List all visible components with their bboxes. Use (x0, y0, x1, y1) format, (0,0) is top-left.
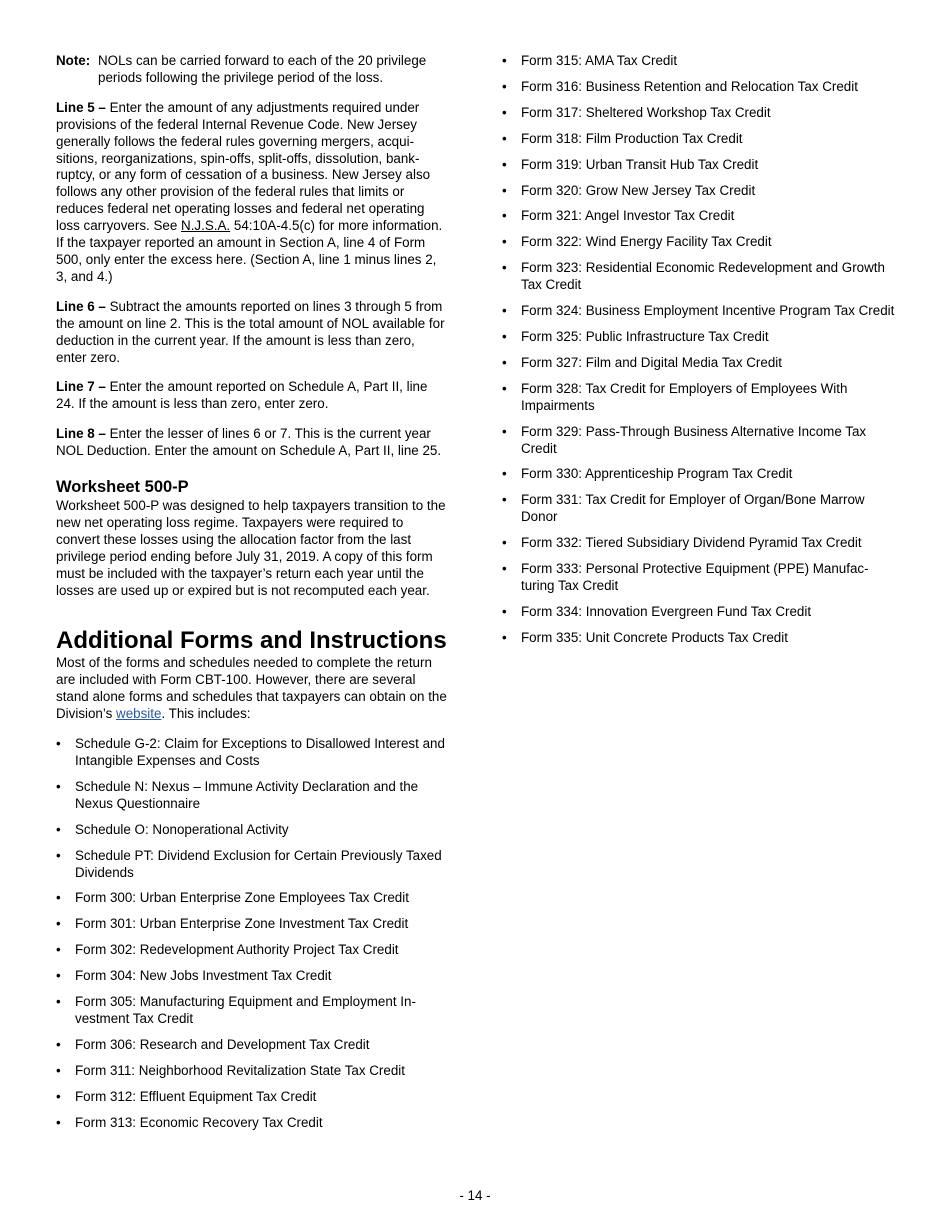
line7-text: Enter the amount reported on Schedule A, Part II, line 24. If the amount is less than zero, enter zero. (56, 379, 428, 412)
list-item-text: Form 311: Neighborhood Revitalization State Tax Credit (75, 1062, 405, 1078)
list-item-text: Form 330: Apprenticeship Program Tax Credit (521, 466, 793, 482)
list-item (502, 492, 897, 526)
list-item (56, 916, 448, 933)
bullet-icon: • (502, 303, 507, 319)
line8-paragraph (56, 426, 448, 460)
line8-label: Line 8 – (56, 426, 106, 442)
line5-text-b: 54:10A-4.5(c) for more information. If the taxpayer reported an amount in Section A, line 4 of Form 500, only enter the excess here. (Section A, line 1 minus lines 2, 3, and 4.) (56, 218, 443, 284)
list-item (502, 561, 897, 595)
note-block (56, 53, 448, 87)
list-item-text: Form 320: Grow New Jersey Tax Credit (521, 182, 756, 198)
list-item (56, 968, 448, 985)
list-item-text: Form 315: AMA Tax Credit (521, 53, 678, 68)
line6-text: Subtract the amounts reported on lines 3 through 5 from the amount on line 2. This is the total amount of NOL available for deduction in the current year. If the amount is less than zero, enter zero. (56, 298, 445, 365)
bullet-icon: • (56, 1062, 61, 1078)
bullet-icon: • (56, 1036, 61, 1052)
list-item-text: Form 304: New Jobs Investment Tax Credit (75, 968, 332, 984)
note-label: Note: (56, 53, 91, 68)
bullet-icon: • (56, 890, 61, 906)
list-item (56, 779, 448, 813)
bullet-icon: • (502, 423, 507, 439)
bullet-icon: • (502, 182, 507, 198)
list-item-text: Form 332: Tiered Subsidiary Dividend Pyramid Tax Credit (521, 535, 862, 551)
line5-label: Line 5 – (56, 99, 106, 115)
list-item-text: Form 318: Film Production Tax Credit (521, 130, 743, 146)
bullet-icon: • (56, 1088, 61, 1104)
list-item (502, 208, 897, 225)
list-item-text: Form 300: Urban Enterprise Zone Employees Tax Credit (75, 890, 409, 906)
list-item (502, 466, 897, 483)
right-forms-list (502, 53, 897, 647)
bullet-icon: • (502, 629, 507, 645)
right-column (502, 53, 897, 656)
bullet-icon: • (56, 994, 61, 1010)
bullet-icon: • (502, 380, 507, 396)
bullet-icon: • (502, 156, 507, 172)
bullet-icon: • (502, 53, 507, 68)
list-item (56, 1063, 448, 1080)
list-item (56, 994, 448, 1028)
line8-text: Enter the lesser of lines 6 or 7. This is the current year NOL Deduction. Enter the amount on Schedule A, Part II, line 25. (56, 426, 442, 459)
bullet-icon: • (56, 847, 61, 863)
list-item (502, 303, 897, 320)
njsa-reference: N.J.S.A. (181, 218, 231, 234)
bullet-icon: • (56, 916, 61, 932)
bullet-icon: • (502, 603, 507, 619)
list-item-text: Form 325: Public Infrastructure Tax Credit (521, 328, 769, 344)
note-text: NOLs can be carried forward to each of the 20 privilege periods following the privilege period of the loss. (98, 53, 427, 85)
list-item (56, 942, 448, 959)
list-item-text: Form 327: Film and Digital Media Tax Credit (521, 354, 782, 370)
list-item-text: Form 301: Urban Enterprise Zone Investment Tax Credit (75, 916, 409, 932)
list-item (56, 1037, 448, 1054)
bullet-icon: • (502, 492, 507, 508)
additional-forms-heading: Additional Forms and Instructions (56, 627, 447, 655)
bullet-icon: • (56, 778, 61, 794)
list-item-text: Form 335: Unit Concrete Products Tax Credit (521, 629, 788, 645)
bullet-icon: • (502, 466, 507, 482)
page-number: - 14 - (459, 1188, 491, 1203)
line5-text-a: Enter the amount of any adjustments required under provisions of the federal Internal Revenue Code. New Jersey generally follows the federal rules governing mergers, acquisitions, reorganizations, spin-offs, split-offs, dissolution, bankruptcy, or any form of cessation of a business. New Jersey also follows any other provision of the federal rules that limits or reduces federal net operating losses and federal net operating loss carryovers. See (56, 99, 431, 234)
list-item-text: Schedule N: Nexus – Immune Activity Declaration and the Nexus Questionnaire (75, 778, 419, 811)
additional-text-a: Most of the forms and schedules needed to complete the return are included with Form CBT-100. However, there are several stand alone forms and schedules that taxpayers can obtain on the Division’s (56, 655, 447, 722)
list-item (502, 53, 897, 70)
bullet-icon: • (56, 1114, 61, 1130)
list-item (502, 131, 897, 148)
list-item (502, 157, 897, 174)
list-item-text: Form 312: Effluent Equipment Tax Credit (75, 1088, 317, 1104)
worksheet-paragraph: Worksheet 500-P was designed to help taxpayers transition to the new net operating loss regime. Taxpayers were required to convert these losses using the allocation factor from the last privilege period ending before July 31, 2019. A copy of this form must be included with the taxpayer’s return each year until the losses are used up or expired but is not recomputed each year. (56, 498, 446, 598)
website-link[interactable]: website (116, 706, 162, 722)
line5-paragraph (56, 100, 448, 286)
bullet-icon: • (502, 104, 507, 120)
bullet-icon: • (502, 78, 507, 94)
list-item (502, 183, 897, 200)
list-item-text: Form 305: Manufacturing Equipment and Employment Investment Tax Credit (75, 994, 416, 1026)
bullet-icon: • (56, 968, 61, 984)
list-item-text: Form 306: Research and Development Tax Credit (75, 1036, 370, 1052)
bullet-icon: • (502, 208, 507, 224)
list-item-text: Form 331: Tax Credit for Employer of Organ/Bone Marrow Donor (521, 492, 865, 525)
list-item (56, 848, 448, 882)
list-item (502, 630, 897, 647)
list-item (56, 890, 448, 907)
bullet-icon: • (502, 354, 507, 370)
list-item-text: Form 324: Business Employment Incentive Program Tax Credit (521, 303, 895, 319)
bullet-icon: • (502, 561, 507, 577)
bullet-icon: • (502, 130, 507, 146)
additional-text-b: . This includes: (161, 706, 251, 722)
bullet-icon: • (502, 234, 507, 250)
list-item (502, 260, 897, 294)
list-item (502, 424, 897, 458)
bullet-icon: • (502, 260, 507, 276)
left-column (56, 53, 448, 1141)
bullet-icon: • (56, 736, 61, 752)
list-item-text: Form 319: Urban Transit Hub Tax Credit (521, 156, 759, 172)
list-item-text: Form 302: Redevelopment Authority Project Tax Credit (75, 942, 399, 958)
list-item (502, 355, 897, 372)
bullet-icon: • (56, 821, 61, 837)
line6-paragraph (56, 299, 448, 367)
list-item (56, 1115, 448, 1132)
list-item (56, 736, 448, 770)
list-item (502, 604, 897, 621)
list-item (56, 1089, 448, 1106)
bullet-icon: • (502, 328, 507, 344)
list-item-text: Form 313: Economic Recovery Tax Credit (75, 1114, 323, 1130)
line6-label: Line 6 – (56, 298, 106, 314)
list-item (502, 535, 897, 552)
line7-paragraph (56, 379, 448, 413)
list-item-text: Form 316: Business Retention and Relocation Tax Credit (521, 78, 858, 94)
worksheet-heading: Worksheet 500-P (56, 478, 189, 497)
list-item-text: Form 322: Wind Energy Facility Tax Credit (521, 234, 772, 250)
left-forms-list (56, 736, 448, 1131)
list-item-text: Form 334: Innovation Evergreen Fund Tax Credit (521, 603, 812, 619)
bullet-icon: • (56, 942, 61, 958)
bullet-icon: • (502, 535, 507, 551)
additional-forms-paragraph (56, 655, 448, 723)
list-item-text: Schedule O: Nonoperational Activity (75, 821, 289, 837)
list-item-text: Form 329: Pass-Through Business Alternative Income Tax Credit (521, 423, 867, 456)
list-item (502, 234, 897, 251)
list-item-text: Schedule PT: Dividend Exclusion for Certain Previously Taxed Dividends (75, 847, 442, 880)
list-item (502, 79, 897, 96)
list-item (502, 105, 897, 122)
list-item-text: Form 317: Sheltered Workshop Tax Credit (521, 104, 771, 120)
list-item-text: Form 328: Tax Credit for Employers of Employees With Impairments (521, 380, 848, 413)
list-item (56, 822, 448, 839)
list-item-text: Schedule G-2: Claim for Exceptions to Disallowed Interest and Intangible Expenses and Costs (75, 736, 445, 768)
list-item-text: Form 333: Personal Protective Equipment (PPE) Manufacturing Tax Credit (521, 561, 869, 593)
list-item (502, 329, 897, 346)
list-item (502, 381, 897, 415)
list-item-text: Form 321: Angel Investor Tax Credit (521, 208, 735, 224)
line7-label: Line 7 – (56, 379, 106, 395)
list-item-text: Form 323: Residential Economic Redevelopment and Growth Tax Credit (521, 260, 885, 293)
